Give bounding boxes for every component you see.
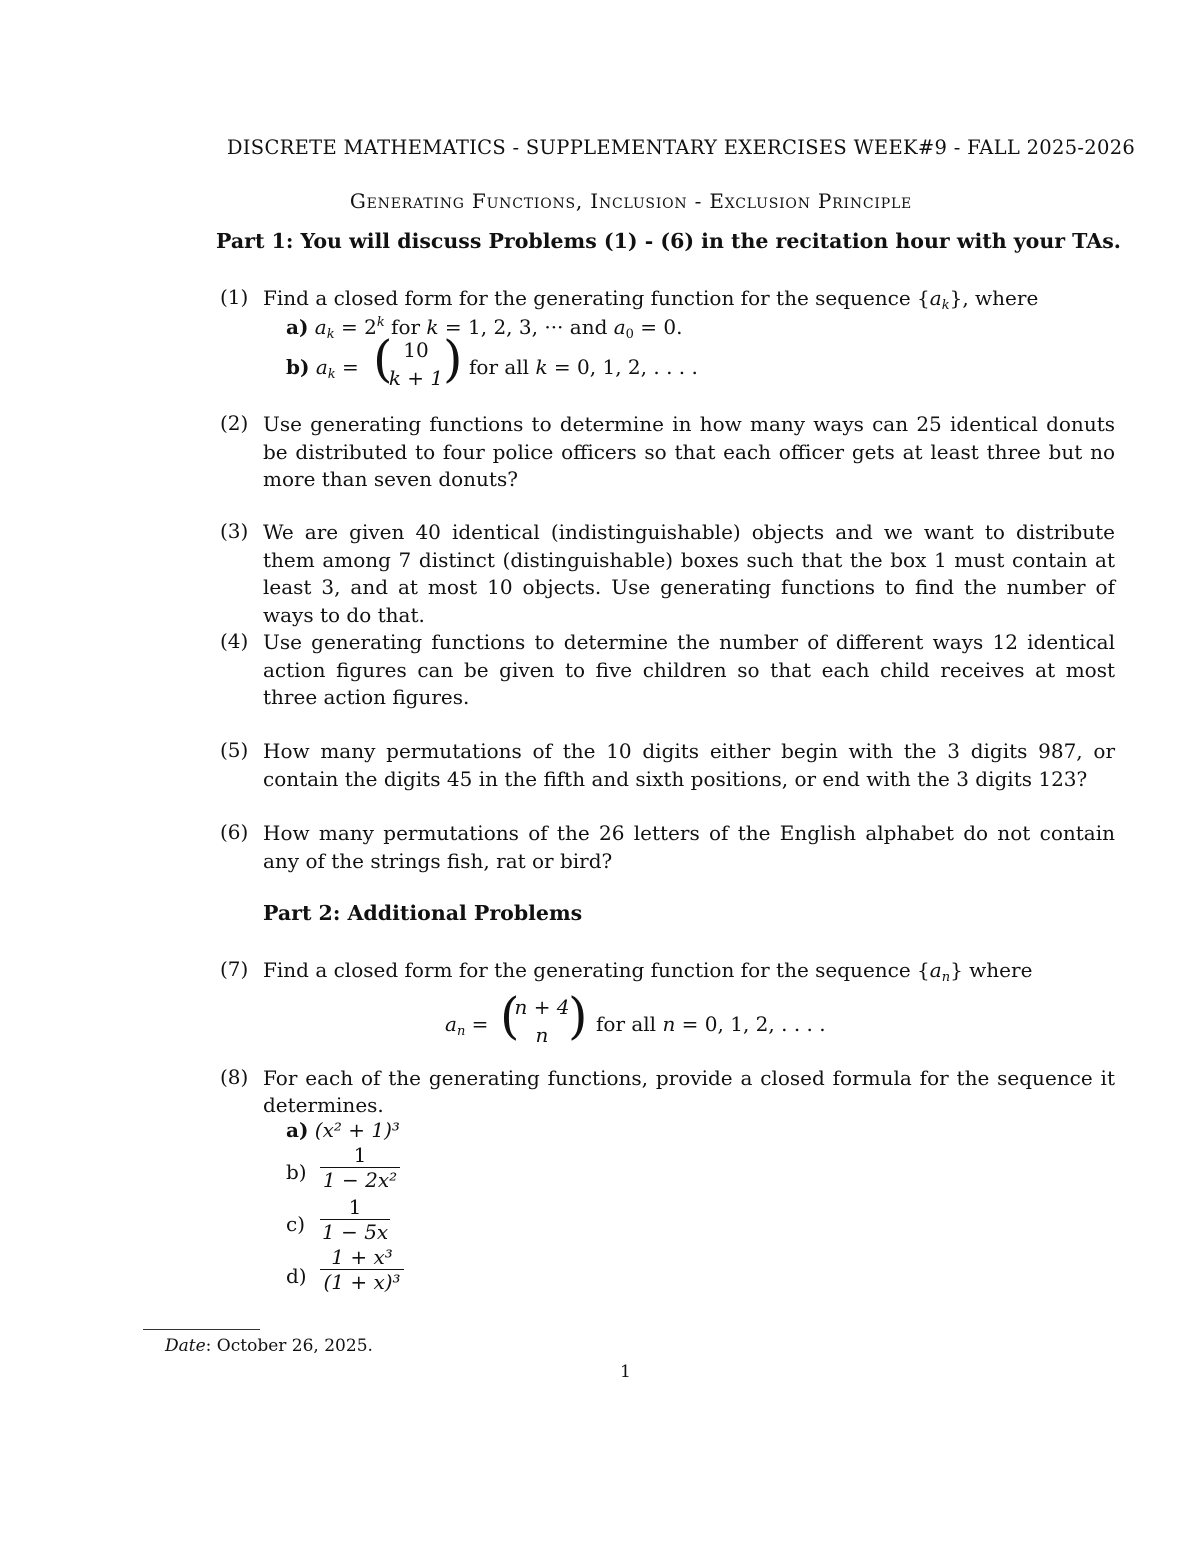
footnote-rule: [143, 1329, 260, 1330]
part-label: a): [286, 315, 309, 339]
fraction-numerator: 1: [353, 1143, 367, 1167]
binom-top: 10: [403, 338, 429, 362]
problem-text: Use generating functions to determine in how many ways can 25 identical donuts be distributed to four police officers so that each officer gets at least three but no more than seven donuts?: [263, 412, 1115, 491]
problem-text: Find a closed form for the generating function for the sequence $\{a_k\}$, where: [263, 286, 1039, 313]
problem-text: We are given 40 identical (indistinguishable) objects and we want to distribute them among 7 distinct (distinguishable) boxes such that the box 1 must contain at least 3, and at most 10 objects. Use generating functions to find the number of ways to do that.: [263, 520, 1115, 627]
document-header: DISCRETE MATHEMATICS - SUPPLEMENTARY EXERCISES WEEK#9 - FALL 2025-2026: [226, 136, 1136, 159]
problem-text: Use generating functions to determine the number of different ways 12 identical action figures can be given to five children so that each child receives at most three action figures.: [263, 630, 1115, 709]
problem-number: (7): [220, 957, 249, 981]
problem-1b-tail: for all k = 0, 1, 2, . . . .: [469, 355, 698, 379]
problem-text: How many permutations of the 26 letters of the English alphabet do not contain any of the strings fish, rat or bird?: [263, 821, 1115, 873]
part1-heading: Part 1: You will discuss Problems (1) - (6) in the recitation hour with your TAs.: [216, 229, 1121, 253]
binom-bottom: n: [535, 1023, 549, 1047]
footnote-value: : October 26, 2025.: [205, 1336, 373, 1356]
problem-number: (8): [220, 1065, 249, 1089]
formula-tail: for all n = 0, 1, 2, . . . .: [596, 1012, 826, 1036]
part-label: b): [286, 355, 310, 379]
problem-text: How many permutations of the 10 digits either begin with the 3 digits 987, or contain the digits 45 in the fifth and sixth positions, or end with the 3 digits 123?: [263, 739, 1115, 791]
fraction-denominator: 1 − 2x²: [320, 1167, 400, 1192]
fraction-8d: [320, 1245, 404, 1294]
part-label: c): [286, 1212, 306, 1236]
footnote-label: Date: [165, 1336, 206, 1356]
fraction-8c: [320, 1195, 390, 1244]
fraction-denominator: (1 + x)³: [320, 1269, 404, 1294]
part-label: b): [286, 1160, 307, 1184]
problem-number: (4): [220, 629, 249, 653]
part-label: d): [286, 1264, 307, 1288]
problem-8a: [286, 1118, 400, 1142]
part-label: a): [286, 1118, 309, 1142]
problem-number: (3): [220, 519, 249, 543]
formula-lhs: $a_n$ =: [445, 1012, 489, 1039]
binom-bottom: k + 1: [388, 366, 444, 390]
fraction-numerator: 1 + x³: [331, 1245, 393, 1269]
expression: (x² + 1)³: [314, 1118, 400, 1142]
problem-text: For each of the generating functions, provide a closed formula for the sequence it determines.: [263, 1066, 1115, 1117]
document-page: DISCRETE MATHEMATICS - SUPPLEMENTARY EXERCISES WEEK#9 - FALL 2025-2026 Generating Functions, Inclusion - Exclusion Principle Part 1: You will discuss Problems (1) - (6) in the recitation hour with your TAs. (1) Find a closed form for the generating function for the sequence $\{a_k\}$, where a) $a_k = 2^k$ for k = 1, 2, 3, ··· and $a_0 = 0$. b) $a_k$ = ( 10 k + 1 ) for all k = 0, 1, 2, . . . . (2) Use generating functions to determine in how many ways can 25 identical donuts be distributed to four police officers so that each officer gets at least three but no more than seven donuts? (3) We are given 40 identical (indistinguishable) objects and we want to distribute them among 7 distinct (distinguishable) boxes such that the box 1 must contain at least 3, and at most 10 objects. Use generating functions to find the number of ways to do that. (4) Use generating functions to determine the number of different ways 12 identical action figures can be given to five children so that each child receives at most three action figures. (5) How many permutations of the 10 digits either begin with the 3 digits 987, or contain the digits 45 in the fifth and sixth positions, or end with the 3 digits 123? (6) How many permutations of the 26 letters of the English alphabet do not contain any of the strings fish, rat or bird? Part 2: Additional Problems (7) Find a closed form for the generating function for the sequence $\{a_n\}$ where $a_n$ = ( n + 4 n ) for all n = 0, 1, 2, . . . . (8) For each of the generating functions, provide a closed formula for the sequence it determines. a) (x² + 1)³ b) $\frac{1}{\text{1 − 2x²}}$ c) $\frac{1}{1 - 5x}$ d) $\frac{\text{1 + x³}}{\text{(1 + x)³}}$ Date: October 26, 2025. 1: [0, 0, 1200, 1553]
page-number: 1: [620, 1362, 631, 1382]
fraction-numerator: 1: [348, 1195, 362, 1219]
problem-text: Find a closed form for the generating function for the sequence $\{a_n\}$ where: [263, 958, 1033, 985]
footnote-date: [165, 1336, 373, 1356]
problem-number: (2): [220, 411, 249, 435]
problem-number: (5): [220, 738, 249, 762]
problem-1b-label: b) $a_k$ =: [286, 355, 359, 382]
fraction-8b: [320, 1143, 400, 1192]
binom-top: n + 4: [514, 995, 570, 1019]
fraction-denominator: 1 − 5x: [322, 1220, 389, 1244]
part2-heading: Part 2: Additional Problems: [263, 901, 583, 925]
document-subtitle: Generating Functions, Inclusion - Exclusion Principle: [349, 189, 913, 213]
problem-1a: a) $a_k = 2^k$ for k = 1, 2, 3, ··· and $a_0 = 0$.: [286, 315, 683, 342]
problem-number: (1): [220, 285, 249, 309]
problem-number: (6): [220, 820, 249, 844]
